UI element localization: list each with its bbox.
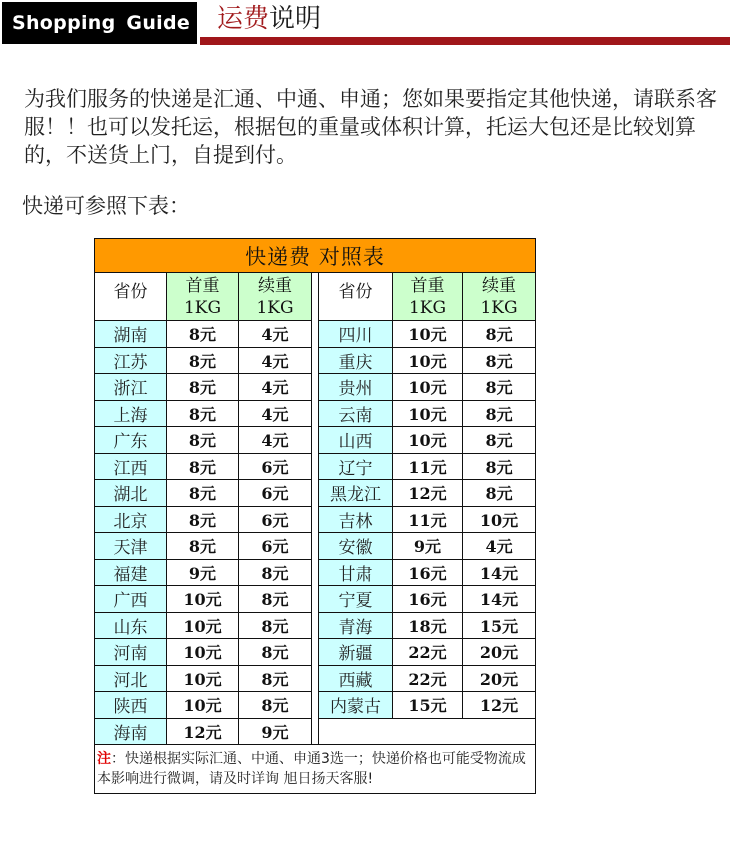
first-weight-price: 8元 [167,321,239,348]
first-weight-price: 8元 [167,374,239,401]
province-cell: 河北 [95,665,167,692]
additional-weight-price: 10元 [463,506,536,533]
intro-paragraph: 为我们服务的快递是汇通、中通、申通；您如果要指定其他快递，请联系客服！！也可以发托运，根据包的重量或体积计算，托运大包还是比较划算的，不送货上门，自提到付。 [24,87,717,167]
column-header-first-weight [393,273,463,321]
first-weight-price: 10元 [167,586,239,613]
first-weight-price: 10元 [167,612,239,639]
column-separator [312,273,319,745]
province-cell: 北京 [95,506,167,533]
additional-weight-price: 8元 [239,612,312,639]
additional-weight-price: 4元 [463,533,536,560]
province-cell: 天津 [95,533,167,560]
first-weight-price: 10元 [167,692,239,719]
first-weight-price: 8元 [167,480,239,507]
first-weight-price: 10元 [167,665,239,692]
first-weight-price: 15元 [393,692,463,719]
province-cell: 安徽 [319,533,393,560]
unit-label: 1KG [480,297,518,318]
first-weight-price: 10元 [393,427,463,454]
additional-weight-price: 12元 [463,692,536,719]
first-weight-price: 18元 [393,612,463,639]
additional-weight-price: 8元 [463,427,536,454]
column-header-province: 省份 [95,273,167,321]
province-cell: 吉林 [319,506,393,533]
additional-weight-price: 4元 [239,321,312,348]
first-weight-price: 10元 [167,639,239,666]
additional-weight-price: 9元 [239,718,312,745]
first-weight-price: 10元 [393,347,463,374]
province-cell: 四川 [319,321,393,348]
note-row [95,745,536,794]
additional-weight-price: 8元 [239,665,312,692]
additional-weight-price: 4元 [239,427,312,454]
note-text: ：快递根据实际汇通、中通、申通3选一；快递价格也可能受物流成本影响进行微调，请及时详询 旭日扬天客服! [97,751,526,787]
first-weight-price: 10元 [393,321,463,348]
additional-weight-price: 14元 [463,586,536,613]
page-title-rest: 说明 [269,4,322,34]
additional-weight-price: 4元 [239,400,312,427]
first-weight-price: 9元 [393,533,463,560]
first-weight-price: 11元 [393,453,463,480]
province-cell: 重庆 [319,347,393,374]
province-cell: 陕西 [95,692,167,719]
table-title: 快递费 对照表 [95,239,536,273]
table-reference-label: 快递可参照下表： [22,194,190,218]
province-cell: 新疆 [319,639,393,666]
column-header-additional-weight [463,273,536,321]
shipping-fee-table [94,238,536,794]
shopping-guide-badge: Shopping Guide [2,2,197,44]
province-cell: 海南 [95,718,167,745]
province-cell: 福建 [95,559,167,586]
additional-weight-price: 8元 [463,400,536,427]
note-label: 注 [97,751,111,767]
province-cell: 广东 [95,427,167,454]
additional-weight-price: 20元 [463,665,536,692]
province-cell: 青海 [319,612,393,639]
additional-weight-price: 14元 [463,559,536,586]
page-title-highlight: 运费 [217,4,270,34]
province-cell: 山西 [319,427,393,454]
additional-weight-price: 8元 [463,374,536,401]
province-cell: 内蒙古 [319,692,393,719]
first-weight-price: 12元 [393,480,463,507]
first-weight-label: 首重 [185,275,220,296]
first-weight-price: 10元 [393,400,463,427]
additional-weight-price: 6元 [239,480,312,507]
province-cell: 江苏 [95,347,167,374]
additional-weight-price: 15元 [463,612,536,639]
additional-weight-price: 6元 [239,453,312,480]
province-cell: 湖南 [95,321,167,348]
additional-weight-price: 8元 [239,586,312,613]
province-cell: 上海 [95,400,167,427]
province-cell: 广西 [95,586,167,613]
province-cell: 黑龙江 [319,480,393,507]
additional-weight-price: 8元 [463,480,536,507]
province-cell: 山东 [95,612,167,639]
first-weight-price: 9元 [167,559,239,586]
province-cell: 浙江 [95,374,167,401]
additional-weight-price: 8元 [463,453,536,480]
additional-weight-label: 续重 [258,275,292,296]
additional-weight-price: 8元 [239,639,312,666]
province-cell: 云南 [319,400,393,427]
first-weight-price: 8元 [167,427,239,454]
first-weight-price: 11元 [393,506,463,533]
table-header-row [95,273,536,321]
additional-weight-price: 4元 [239,347,312,374]
additional-weight-price: 4元 [239,374,312,401]
column-header-first-weight [167,273,239,321]
header-divider [200,37,730,45]
first-weight-price: 8元 [167,506,239,533]
province-cell: 江西 [95,453,167,480]
first-weight-price: 8元 [167,533,239,560]
first-weight-price: 8元 [167,453,239,480]
additional-weight-price: 8元 [463,321,536,348]
additional-weight-price: 6元 [239,533,312,560]
first-weight-price: 10元 [393,374,463,401]
page-title [217,4,321,34]
column-header-province: 省份 [319,273,393,321]
empty-cell [319,718,536,745]
additional-weight-price: 8元 [239,559,312,586]
first-weight-price: 16元 [393,586,463,613]
unit-label: 1KG [408,297,447,318]
first-weight-price: 12元 [167,718,239,745]
additional-weight-price: 6元 [239,506,312,533]
additional-weight-price: 8元 [463,347,536,374]
shipping-note [95,745,536,794]
province-cell: 西藏 [319,665,393,692]
province-cell: 宁夏 [319,586,393,613]
additional-weight-label: 续重 [482,275,517,296]
province-cell: 贵州 [319,374,393,401]
column-header-additional-weight [239,273,312,321]
additional-weight-price: 20元 [463,639,536,666]
first-weight-label: 首重 [410,275,445,296]
province-cell: 河南 [95,639,167,666]
unit-label: 1KG [183,297,222,318]
first-weight-price: 22元 [393,639,463,666]
unit-label: 1KG [256,297,294,318]
first-weight-price: 8元 [167,347,239,374]
province-cell: 甘肃 [319,559,393,586]
first-weight-price: 22元 [393,665,463,692]
province-cell: 湖北 [95,480,167,507]
additional-weight-price: 8元 [239,692,312,719]
first-weight-price: 16元 [393,559,463,586]
province-cell: 辽宁 [319,453,393,480]
first-weight-price: 8元 [167,400,239,427]
